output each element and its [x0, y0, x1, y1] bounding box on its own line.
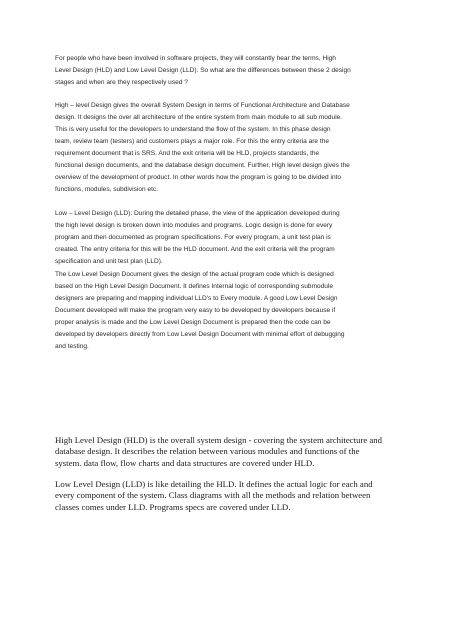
- lld-paragraph: Low – Level Design (LLD): During the detailed phase, the view of the application developed during the high level design is broken down into modules and programs. Logic design is done for every program and then documented as program specifications. For every program, a unit test plan is created. The entry criteria for this will be the HLD document. And the exit criteria will the program specification and unit test plan (LLD).: [55, 210, 340, 265]
- lld-summary-paragraph: Low Level Design (LLD) is like detailing the HLD. It defines the actual logic for each and every component of the system. Class diagrams with all the methods and relation between classes comes under LLD. Programs specs are covered under LLD.: [55, 479, 373, 512]
- hld-paragraph: High – level Design gives the overall System Design in terms of Functional Architecture and Database design. It designs the over all architecture of the entire system from main module to all sub module. This is very useful for the developers to understand the flow of the system. In this phase design team, review team (testers) and customers plays a major role. For this the entry criteria are the requirement document that is SRS. And the exit criteria will be HLD, projects standards, the functional design documents, and the database design document. Further, High level design gives the overview of the development of product. In other words how the program is going to be divided into functions, modules, subdivision etc.: [55, 102, 350, 193]
- hld-summary-paragraph: High Level Design (HLD) is the overall system design - covering the system architecture and database design. It describes the relation between various modules and functions of the system. data flow, flow charts and data structures are covered under HLD.: [55, 435, 383, 468]
- lld-document-paragraph: The Low Level Design Document gives the design of the actual program code which is designed based on the High Level Design Document. It defines Internal logic of corresponding submodule designers are preparing and mapping individual LLD's to Every module. A good Low Level Design Document developed will make the program very easy to be developed by developers because if proper analysis is made and the Low Level Design Document is prepared then the code can be developed by developers directly from Low Level Design Document with minimal effort of debugging and testing.: [55, 271, 345, 350]
- intro-paragraph: For people who have been involved in software projects, they will constantly hear the terms, High Level Design (HLD) and Low Level Design (LLD). So what are the differences between these 2 design stages and when are they respectively used ?: [55, 55, 351, 86]
